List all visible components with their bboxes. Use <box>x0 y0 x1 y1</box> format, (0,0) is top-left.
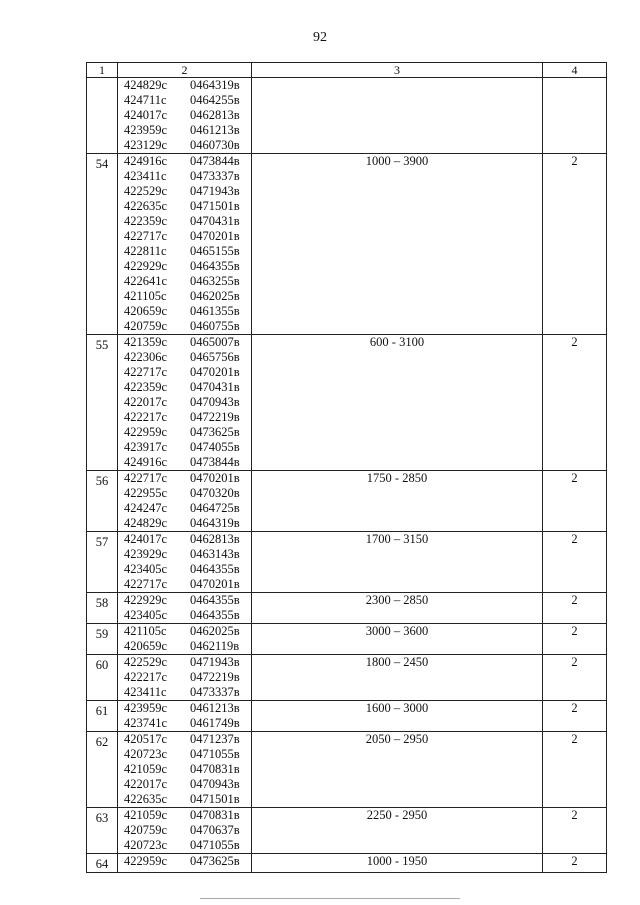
longitude: 0461213в <box>190 701 240 715</box>
page-bottom-rule <box>200 898 460 899</box>
longitude: 0464355в <box>190 562 240 576</box>
coordinate-list <box>118 532 252 593</box>
latitude: 422959с <box>124 854 168 868</box>
row-number: 58 <box>87 593 118 624</box>
longitude: 0473337в <box>190 685 240 699</box>
row-number: 63 <box>87 808 118 854</box>
coordinate-pair <box>118 244 251 259</box>
longitude: 0473844в <box>190 455 240 469</box>
coordinate-pair <box>118 532 251 547</box>
class-value: 2 <box>543 593 607 624</box>
longitude: 0471943в <box>190 655 240 669</box>
longitude: 0462119в <box>190 639 240 653</box>
longitude: 0461213в <box>190 123 240 137</box>
latitude: 420759с <box>124 823 168 837</box>
altitude-range <box>252 78 543 154</box>
latitude: 422529с <box>124 655 168 669</box>
longitude: 0472219в <box>190 410 240 424</box>
latitude: 422217с <box>124 410 168 424</box>
coordinate-pair <box>118 138 251 153</box>
longitude: 0464319в <box>190 78 240 92</box>
latitude: 420759с <box>124 319 168 333</box>
longitude: 0473625в <box>190 854 240 868</box>
latitude: 422811с <box>124 244 167 258</box>
coordinate-pair <box>118 199 251 214</box>
coordinate-pair <box>118 655 251 670</box>
latitude: 424711с <box>124 93 167 107</box>
coordinate-list <box>118 78 252 154</box>
longitude: 0464355в <box>190 593 240 607</box>
longitude: 0470201в <box>190 577 240 591</box>
latitude: 423405с <box>124 608 168 622</box>
altitude-range: 2050 – 2950 <box>252 732 543 808</box>
coordinate-pair <box>118 229 251 244</box>
altitude-range: 600 - 3100 <box>252 335 543 471</box>
latitude: 422717с <box>124 471 168 485</box>
latitude: 422929с <box>124 593 168 607</box>
header-col-3: 3 <box>252 63 543 78</box>
table-row <box>87 808 607 854</box>
latitude: 422359с <box>124 214 168 228</box>
longitude: 0470943в <box>190 395 240 409</box>
coordinate-pair <box>118 562 251 577</box>
coordinate-pair <box>118 184 251 199</box>
latitude: 421105с <box>124 624 167 638</box>
coordinate-list <box>118 593 252 624</box>
row-number: 60 <box>87 655 118 701</box>
row-number: 61 <box>87 701 118 732</box>
coordinate-pair <box>118 365 251 380</box>
table-row <box>87 624 607 655</box>
coordinate-pair <box>118 108 251 123</box>
table-row <box>87 471 607 532</box>
latitude: 421105с <box>124 289 167 303</box>
latitude: 424017с <box>124 108 168 122</box>
longitude: 0470831в <box>190 808 240 822</box>
coordinate-pair <box>118 289 251 304</box>
coordinate-pair <box>118 608 251 623</box>
coordinate-pair <box>118 350 251 365</box>
class-value: 2 <box>543 655 607 701</box>
latitude: 423741с <box>124 716 168 730</box>
class-value: 2 <box>543 154 607 335</box>
latitude: 422641с <box>124 274 168 288</box>
longitude: 0460730в <box>190 138 240 152</box>
coordinate-list <box>118 335 252 471</box>
longitude: 0462025в <box>190 289 240 303</box>
latitude: 422359с <box>124 380 168 394</box>
coordinate-pair <box>118 425 251 440</box>
header-col-2: 2 <box>118 63 252 78</box>
altitude-range: 1700 – 3150 <box>252 532 543 593</box>
longitude: 0471237в <box>190 732 240 746</box>
class-value <box>543 78 607 154</box>
latitude: 424247с <box>124 501 168 515</box>
longitude: 0464725в <box>190 501 240 515</box>
longitude: 0463143в <box>190 547 240 561</box>
table-row <box>87 335 607 471</box>
header-col-4: 4 <box>543 63 607 78</box>
coordinate-list <box>118 854 252 873</box>
latitude: 424916с <box>124 154 168 168</box>
longitude: 0465756в <box>190 350 240 364</box>
coordinate-pair <box>118 471 251 486</box>
coordinate-pair <box>118 685 251 700</box>
coordinate-pair <box>118 395 251 410</box>
latitude: 423405с <box>124 562 168 576</box>
coordinate-pair <box>118 319 251 334</box>
coordinate-pair <box>118 78 251 93</box>
table-row <box>87 593 607 624</box>
coordinates-table <box>86 62 607 873</box>
coordinate-list <box>118 701 252 732</box>
row-number: 59 <box>87 624 118 655</box>
class-value: 2 <box>543 532 607 593</box>
coordinate-pair <box>118 93 251 108</box>
coordinate-pair <box>118 440 251 455</box>
latitude: 421359с <box>124 335 168 349</box>
coordinate-pair <box>118 762 251 777</box>
coordinate-pair <box>118 593 251 608</box>
altitude-range: 3000 – 3600 <box>252 624 543 655</box>
coordinate-pair <box>118 486 251 501</box>
latitude: 422306с <box>124 350 168 364</box>
coordinate-pair <box>118 547 251 562</box>
latitude: 422635с <box>124 792 168 806</box>
longitude: 0463255в <box>190 274 240 288</box>
coordinate-pair <box>118 624 251 639</box>
class-value: 2 <box>543 335 607 471</box>
coordinate-pair <box>118 716 251 731</box>
coordinate-list <box>118 471 252 532</box>
longitude: 0461355в <box>190 304 240 318</box>
coordinate-pair <box>118 259 251 274</box>
latitude: 420723с <box>124 747 168 761</box>
coordinate-pair <box>118 808 251 823</box>
coordinate-pair <box>118 455 251 470</box>
longitude: 0472219в <box>190 670 240 684</box>
latitude: 422929с <box>124 259 168 273</box>
altitude-range: 1000 - 1950 <box>252 854 543 873</box>
longitude: 0470320в <box>190 486 240 500</box>
altitude-range: 2250 - 2950 <box>252 808 543 854</box>
longitude: 0471055в <box>190 747 240 761</box>
altitude-range: 1000 – 3900 <box>252 154 543 335</box>
coordinate-pair <box>118 777 251 792</box>
longitude: 0465007в <box>190 335 240 349</box>
longitude: 0465155в <box>190 244 240 258</box>
latitude: 423129с <box>124 138 168 152</box>
coordinate-pair <box>118 639 251 654</box>
coordinate-list <box>118 732 252 808</box>
class-value: 2 <box>543 471 607 532</box>
table-row <box>87 532 607 593</box>
altitude-range: 2300 – 2850 <box>252 593 543 624</box>
altitude-range: 1800 – 2450 <box>252 655 543 701</box>
longitude: 0464355в <box>190 608 240 622</box>
longitude: 0470943в <box>190 777 240 791</box>
coordinate-pair <box>118 274 251 289</box>
longitude: 0473625в <box>190 425 240 439</box>
latitude: 420659с <box>124 304 168 318</box>
latitude: 422017с <box>124 395 168 409</box>
coordinate-pair <box>118 169 251 184</box>
latitude: 423411с <box>124 169 167 183</box>
longitude: 0473844в <box>190 154 240 168</box>
coordinate-list <box>118 624 252 655</box>
coordinate-pair <box>118 792 251 807</box>
class-value: 2 <box>543 701 607 732</box>
coordinate-list <box>118 154 252 335</box>
longitude: 0461749в <box>190 716 240 730</box>
coordinate-pair <box>118 154 251 169</box>
table-row <box>87 732 607 808</box>
latitude: 423917с <box>124 440 168 454</box>
latitude: 422717с <box>124 229 168 243</box>
class-value: 2 <box>543 732 607 808</box>
latitude: 424829с <box>124 78 168 92</box>
row-number <box>87 78 118 154</box>
latitude: 423411с <box>124 685 167 699</box>
latitude: 422959с <box>124 425 168 439</box>
class-value: 2 <box>543 854 607 873</box>
class-value: 2 <box>543 624 607 655</box>
latitude: 420659с <box>124 639 168 653</box>
table-row <box>87 78 607 154</box>
coordinate-pair <box>118 380 251 395</box>
longitude: 0471943в <box>190 184 240 198</box>
latitude: 421059с <box>124 808 168 822</box>
longitude: 0470637в <box>190 823 240 837</box>
latitude: 423959с <box>124 123 168 137</box>
latitude: 422955с <box>124 486 168 500</box>
coordinate-pair <box>118 410 251 425</box>
row-number: 57 <box>87 532 118 593</box>
longitude: 0462813в <box>190 108 240 122</box>
longitude: 0474055в <box>190 440 240 454</box>
longitude: 0471501в <box>190 199 240 213</box>
longitude: 0473337в <box>190 169 240 183</box>
longitude: 0464355в <box>190 259 240 273</box>
longitude: 0462813в <box>190 532 240 546</box>
row-number: 62 <box>87 732 118 808</box>
longitude: 0464319в <box>190 516 240 530</box>
page-number: 92 <box>313 30 327 45</box>
latitude: 423929с <box>124 547 168 561</box>
latitude: 422217с <box>124 670 168 684</box>
coordinate-pair <box>118 335 251 350</box>
longitude: 0470201в <box>190 229 240 243</box>
header-col-1: 1 <box>87 63 118 78</box>
latitude: 424017с <box>124 532 168 546</box>
longitude: 0470831в <box>190 762 240 776</box>
latitude: 422017с <box>124 777 168 791</box>
coordinate-pair <box>118 732 251 747</box>
longitude: 0471501в <box>190 792 240 806</box>
coordinate-pair <box>118 516 251 531</box>
table-row <box>87 854 607 873</box>
class-value: 2 <box>543 808 607 854</box>
latitude: 422529с <box>124 184 168 198</box>
table-header-row <box>87 63 607 78</box>
latitude: 423959с <box>124 701 168 715</box>
coordinate-pair <box>118 747 251 762</box>
longitude: 0464255в <box>190 93 240 107</box>
coordinate-pair <box>118 701 251 716</box>
longitude: 0470431в <box>190 380 240 394</box>
latitude: 421059с <box>124 762 168 776</box>
row-number: 64 <box>87 854 118 873</box>
coordinate-pair <box>118 214 251 229</box>
table-row <box>87 655 607 701</box>
row-number: 56 <box>87 471 118 532</box>
coordinate-pair <box>118 670 251 685</box>
altitude-range: 1600 – 3000 <box>252 701 543 732</box>
table-row <box>87 701 607 732</box>
row-number: 54 <box>87 154 118 335</box>
latitude: 424829с <box>124 516 168 530</box>
coordinate-pair <box>118 577 251 592</box>
latitude: 420723с <box>124 838 168 852</box>
longitude: 0460755в <box>190 319 240 333</box>
coordinate-pair <box>118 123 251 138</box>
altitude-range: 1750 - 2850 <box>252 471 543 532</box>
latitude: 420517с <box>124 732 168 746</box>
latitude: 422635с <box>124 199 168 213</box>
coordinate-list <box>118 655 252 701</box>
coordinate-pair <box>118 304 251 319</box>
longitude: 0470201в <box>190 471 240 485</box>
coordinate-pair <box>118 854 251 869</box>
longitude: 0470201в <box>190 365 240 379</box>
latitude: 422717с <box>124 365 168 379</box>
longitude: 0471055в <box>190 838 240 852</box>
latitude: 422717с <box>124 577 168 591</box>
latitude: 424916с <box>124 455 168 469</box>
coordinate-pair <box>118 501 251 516</box>
coordinate-pair <box>118 838 251 853</box>
table-row <box>87 154 607 335</box>
coordinate-list <box>118 808 252 854</box>
longitude: 0462025в <box>190 624 240 638</box>
coordinate-pair <box>118 823 251 838</box>
longitude: 0470431в <box>190 214 240 228</box>
row-number: 55 <box>87 335 118 471</box>
